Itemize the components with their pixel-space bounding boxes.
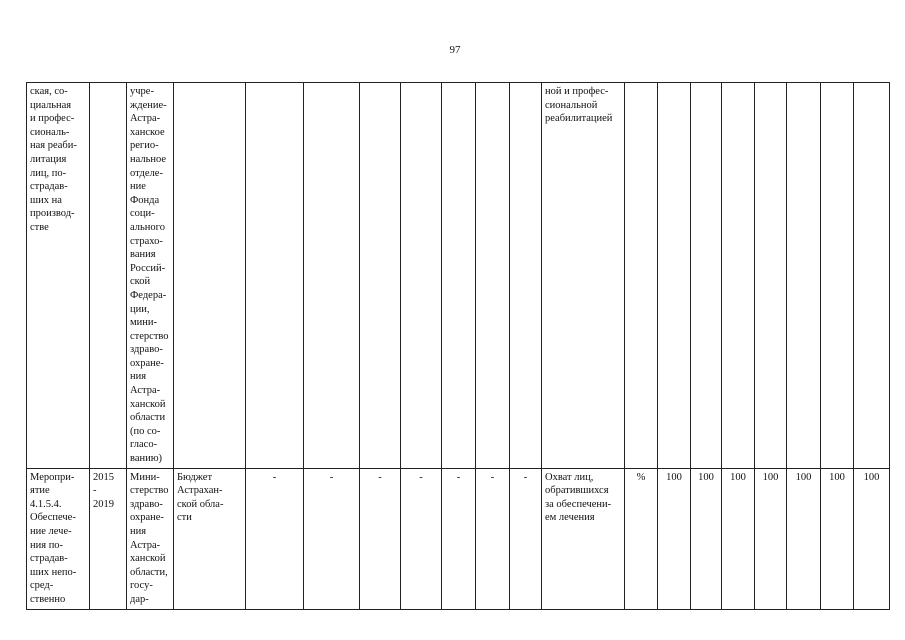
value-cell [821,83,854,469]
period-cell [90,83,127,469]
value-cell [658,83,691,469]
value-cell [821,468,854,609]
amount-cell [510,468,542,609]
amount-cell [246,83,304,469]
activity-name-cell [27,83,90,469]
value-cell [691,83,722,469]
amount: - [272,471,277,483]
unit-cell [625,468,658,609]
indicator-cell [542,468,625,609]
amount-cell [360,83,401,469]
amount-cell [510,83,542,469]
amount-cell [401,83,442,469]
amount-cell [401,468,442,609]
page-number: 97 [449,44,461,56]
value-cell [722,468,755,609]
value-cell [787,468,821,609]
table-row [27,468,890,609]
period-cell [90,468,127,609]
activity-name-cell [27,468,90,609]
indicator: ной и профес- сиональной реабилитацией [545,86,613,125]
amount-cell [476,468,510,609]
value-cell [755,468,787,609]
value-cell [854,83,890,469]
amount-cell [304,468,360,609]
value-cell [722,83,755,469]
value: 100 [863,471,880,483]
activity-name: Меропри- ятие 4.1.5.4. Обеспече- ние лече- ния по- страдав- ших непо- сред- ственно [30,471,77,605]
amount-cell [304,83,360,469]
executor: Мини- стерство здраво- охране- ния Астра- ханской области, госу- дар- [130,471,169,605]
value: 100 [829,471,845,483]
source-cell [174,83,246,469]
value: 100 [730,471,746,483]
amount: - [490,471,495,483]
amount-cell [442,83,476,469]
value: 100 [762,471,779,483]
amount: - [329,471,334,483]
program-table [26,82,890,610]
value-cell [787,83,821,469]
period: 2015 - 2019 [93,471,114,510]
amount: - [523,471,528,483]
value-cell [854,468,890,609]
unit: % [636,471,646,483]
funding-source: Бюджет Астрахан- ской обла- сти [177,471,224,524]
value: 100 [666,471,682,483]
executor: учре- ждение- Астра- ханское регио- нальное отделе- ние Фонда соци- ального страхо- вания Россий- ской Федера- ции, мини- стерство здраво- охране- ния Астра- ханской области (по со- гласо- ванию) [130,86,169,465]
value-cell [658,468,691,609]
unit-cell [625,83,658,469]
executor-cell [127,468,174,609]
activity-name: ская, со- циальная и профес- сиональ- ная реаби- литация лиц, по- страдав- ших на производ- стве [30,86,77,233]
value-cell [755,83,787,469]
amount-cell [246,468,304,609]
amount-cell [476,83,510,469]
amount: - [419,471,423,483]
amount-cell [360,468,401,609]
value: 100 [795,471,812,483]
value-cell [691,468,722,609]
indicator-cell [542,83,625,469]
amount: - [456,471,461,483]
executor-cell [127,83,174,469]
amount: - [378,471,382,483]
value: 100 [698,471,714,483]
table-row [27,83,890,469]
indicator: Охват лиц, обратившихся за обеспечени- ем лечения [545,471,612,524]
source-cell [174,468,246,609]
amount-cell [442,468,476,609]
